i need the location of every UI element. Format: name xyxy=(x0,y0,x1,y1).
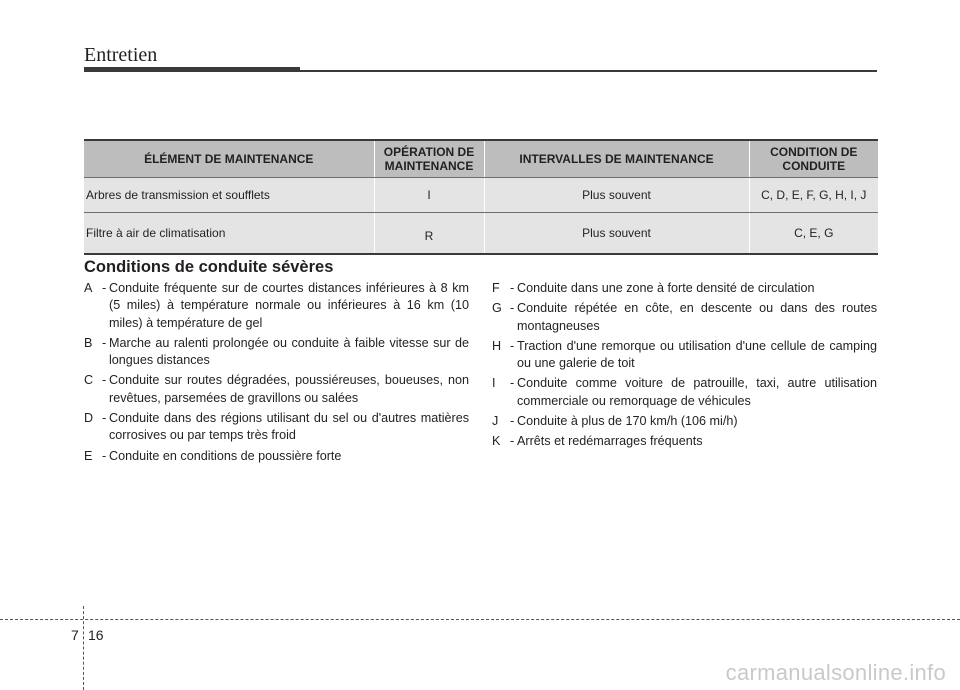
item-letter: H xyxy=(492,338,502,353)
column-header-intervals: INTERVALLES DE MAINTENANCE xyxy=(484,140,749,178)
list-item xyxy=(84,448,469,465)
chapter-number: 7 xyxy=(71,627,79,643)
table-cell-element: Filtre à air de climatisation xyxy=(84,213,374,255)
page-title: Entretien xyxy=(84,44,158,66)
section-title: Conditions de conduite sévères xyxy=(84,258,334,276)
list-item xyxy=(492,338,877,373)
item-text: Traction d'une remorque ou utilisation d'une cellule de camping ou une galerie de toit xyxy=(517,338,877,371)
item-dash: - xyxy=(510,376,515,391)
table-row xyxy=(84,178,878,213)
item-letter: I xyxy=(492,376,496,391)
column-header-operation: OPÉRATION DE MAINTENANCE xyxy=(374,140,484,178)
item-dash: - xyxy=(510,281,515,295)
header-rule-thick xyxy=(84,67,300,72)
item-text: Conduite sur routes dégradées, poussiéreuses, boueuses, non revêtues, parsemées de gravillons ou salées xyxy=(109,373,469,405)
item-letter: B xyxy=(84,335,93,350)
item-dash: - xyxy=(510,301,515,316)
table-header-row xyxy=(84,140,878,178)
item-text: Conduite en conditions de poussière forte xyxy=(109,448,342,463)
list-item xyxy=(492,433,877,450)
footer-divider-vertical xyxy=(83,606,84,690)
table-cell-element: Arbres de transmission et soufflets xyxy=(84,178,374,213)
list-item xyxy=(84,280,469,332)
column-header-condition: CONDITION DE CONDUITE xyxy=(749,140,878,178)
table-cell-operation: I xyxy=(374,178,484,213)
footer-divider-horizontal xyxy=(0,619,960,620)
list-item xyxy=(492,375,877,410)
table-cell-interval: Plus souvent xyxy=(484,178,749,213)
item-letter: C xyxy=(84,373,94,388)
item-letter: E xyxy=(84,448,93,463)
item-dash: - xyxy=(102,373,107,388)
table-cell-operation: R xyxy=(374,213,484,255)
item-text: Conduite fréquente sur de courtes distances inférieures à 8 km (5 miles) à température normale ou inférieures à 16 km (10 miles) à température de gel xyxy=(109,281,469,330)
maintenance-table xyxy=(84,139,878,255)
item-letter: J xyxy=(492,414,499,429)
item-dash: - xyxy=(510,434,515,449)
item-letter: G xyxy=(492,301,502,316)
watermark: carmanualsonline.info xyxy=(725,660,946,685)
table-cell-condition: C, E, G xyxy=(749,213,878,255)
item-text: Conduite répétée en côte, en descente ou dans des routes montagneuses xyxy=(517,301,877,333)
table-cell-interval: Plus souvent xyxy=(484,213,749,255)
item-letter: F xyxy=(492,281,500,295)
conditions-list-right xyxy=(492,280,877,454)
column-header-element: ÉLÉMENT DE MAINTENANCE xyxy=(84,140,374,178)
item-dash: - xyxy=(510,338,515,353)
item-dash: - xyxy=(102,335,107,350)
page-number: 16 xyxy=(88,627,104,643)
item-letter: K xyxy=(492,434,501,449)
list-item xyxy=(84,410,469,445)
item-letter: D xyxy=(84,411,94,426)
item-text: Conduite comme voiture de patrouille, taxi, autre utilisation commerciale ou remorquage de véhicules xyxy=(517,376,877,408)
item-dash: - xyxy=(102,411,107,426)
conditions-list-left xyxy=(84,280,469,468)
item-text: Marche au ralenti prolongée ou conduite à faible vitesse sur de longues distances xyxy=(109,335,469,368)
header-rule-thin xyxy=(300,70,877,72)
item-text: Conduite dans des régions utilisant du sel ou d'autres matières corrosives ou par temps très froid xyxy=(109,411,469,443)
list-item xyxy=(84,372,469,407)
item-text: Arrêts et redémarrages fréquents xyxy=(517,434,703,449)
item-dash: - xyxy=(102,281,107,295)
table-cell-condition: C, D, E, F, G, H, I, J xyxy=(749,178,878,213)
list-item xyxy=(492,413,877,430)
item-dash: - xyxy=(510,414,515,429)
item-letter: A xyxy=(84,281,93,295)
list-item xyxy=(492,300,877,335)
item-text: Conduite à plus de 170 km/h (106 mi/h) xyxy=(517,414,738,429)
list-item xyxy=(492,280,877,297)
list-item xyxy=(84,335,469,370)
table-row xyxy=(84,213,878,255)
item-dash: - xyxy=(102,448,107,463)
item-text: Conduite dans une zone à forte densité de circulation xyxy=(517,281,815,295)
